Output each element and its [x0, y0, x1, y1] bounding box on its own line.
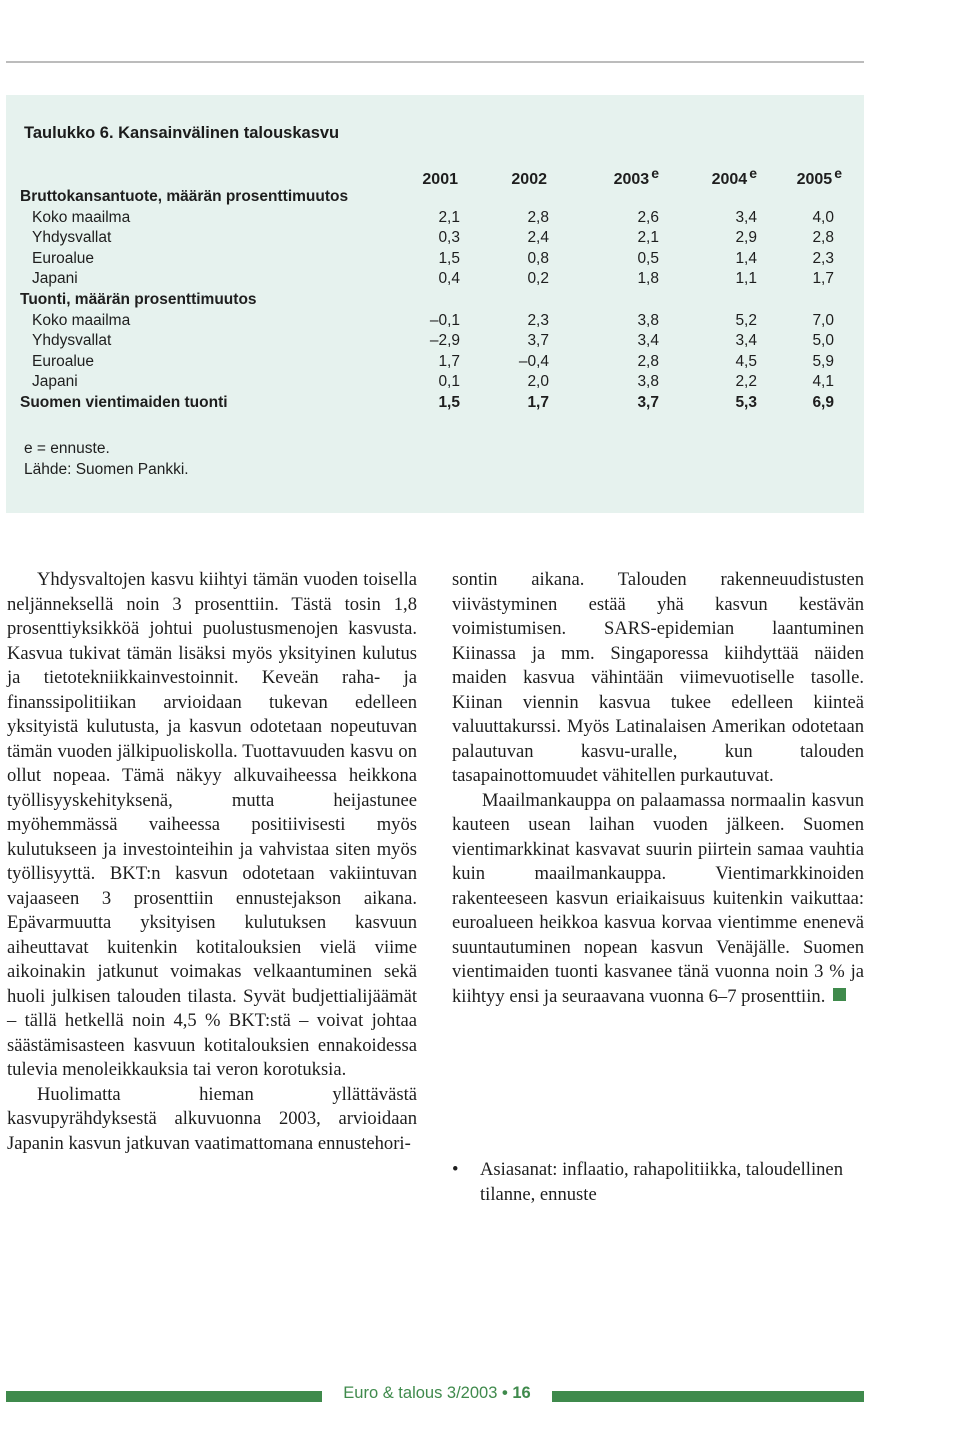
table-cell: 2,9 [735, 229, 757, 247]
table-cell: 2,4 [527, 229, 549, 247]
table-cell: 6,9 [812, 394, 834, 411]
row-label: Koko maailma [32, 208, 131, 226]
table-source: Lähde: Suomen Pankki. [24, 461, 189, 478]
row-label: Japani [32, 270, 78, 288]
table-cell: –2,9 [429, 332, 460, 350]
table-cell: 2,0 [527, 373, 549, 391]
row-label: Tuonti, määrän prosenttimuutos [20, 291, 257, 308]
keywords [452, 1157, 852, 1207]
table-cell: 5,9 [812, 352, 834, 370]
paragraph-last: Maailmankauppa on palaamassa normaalin kasvun kauteen usean laihan vuoden jälkeen. Suomen vientimarkkinat kasvavat suurin piirtein samaa vauhtia kuin maailmankauppa. Vientimarkkinoiden rakenteeseen kasvun eriaikaisuus kuitenkin vaikuttaa: euroalueen heikkoa kasvua korvaa vientimme enenevä suuntautuminen nopean kasvun Venäjälle. Suomen vientimaiden tuonti kasvanee tänä vuonna noin 3 % ja kiihtyy ensi ja seuraavana vuonna 6–7 prosenttiin. [452, 789, 864, 1007]
table-cell: 1,1 [735, 270, 757, 288]
row-label: Koko maailma [32, 311, 131, 329]
row-label: Suomen vientimaiden tuonti [20, 394, 228, 411]
table-row [6, 372, 864, 392]
table-cell: 3,4 [637, 332, 659, 350]
table-cell: 2,8 [527, 208, 549, 226]
table-cell: 5,3 [735, 394, 757, 411]
bullet-icon: • [452, 1159, 459, 1180]
column-header-2004: 2004 $^e$ [711, 165, 757, 188]
page-number: 16 [512, 1384, 531, 1402]
table-note: e = ennuste. [24, 440, 110, 457]
table-cell: 2,2 [735, 373, 757, 391]
table-cell: 0,5 [637, 249, 659, 267]
row-label: Euroalue [32, 249, 95, 267]
table-cell: 4,5 [735, 352, 757, 370]
table-cell: –0,1 [429, 311, 460, 329]
table-cell: 1,5 [438, 249, 460, 267]
column-header-2003: 2003 $^e$ [613, 165, 659, 188]
table-cell: 2,1 [438, 208, 460, 226]
table-cell: 0,1 [438, 373, 460, 391]
row-label: Bruttokansantuote, määrän prosenttimuutos [20, 188, 349, 205]
footer-bar-left [6, 1391, 322, 1402]
table-cell: 3,4 [735, 208, 757, 226]
row-label: Japani [32, 373, 78, 391]
table-cell: 3,8 [637, 311, 659, 329]
footer-publication: Euro & talous 3/2003 • 16 [343, 1384, 531, 1402]
column-header-2001: 2001 [422, 171, 458, 188]
table-cell: 2,3 [527, 311, 549, 329]
body-column-left [7, 568, 417, 1156]
table-row [6, 352, 864, 372]
table-cell: 1,7 [812, 270, 834, 288]
table-cell: 5,0 [812, 332, 834, 350]
keywords-text: Asiasanat: inflaatio, rahapolitiikka, taloudellinen tilanne, ennuste [480, 1159, 843, 1205]
table-cell: 2,1 [637, 229, 659, 247]
table-cell: 1,7 [527, 394, 549, 411]
row-label: Yhdysvallat [32, 229, 112, 247]
footer-bar-right [552, 1391, 864, 1402]
table-cell: 3,7 [637, 394, 659, 411]
table-cell: 5,2 [735, 311, 757, 329]
table-row [6, 187, 864, 207]
table-cell: 2,8 [637, 352, 659, 370]
table-cell: 0,2 [527, 270, 549, 288]
table-cell: 2,3 [812, 249, 834, 267]
table-row [6, 249, 864, 269]
table-cell: 3,8 [637, 373, 659, 391]
table-cell: 1,5 [438, 394, 460, 411]
end-of-article-square-icon [833, 988, 846, 1001]
top-rule [6, 61, 864, 63]
table-row [6, 228, 864, 248]
table-row [6, 290, 864, 310]
table-cell: 7,0 [812, 311, 834, 329]
table-title: Taulukko 6. Kansainvälinen talouskasvu [24, 124, 340, 142]
separator-dot-icon: • [501, 1384, 508, 1402]
table-cell: 3,4 [735, 332, 757, 350]
row-label: Yhdysvallat [32, 332, 112, 350]
table-cell: 0,8 [527, 249, 549, 267]
table-row [6, 393, 864, 413]
table-6-box [6, 95, 864, 513]
paragraph: sontin aikana. Talouden rakenneuudistusten viivästyminen estää yhä kasvun kestävän voimistumisen. SARS-epidemian laantuminen Kiinassa ja mm. Singaporessa kiihdyttää näiden maiden kasvua vähintään viimevuotiselle tasolle. Kiinan viennin kasvua tukee edelleen kiinteä valuuttakurssi. Myös Latinalaisen Amerikan odotetaan palautuvan kasvu-uralle, kun talouden tasapainottomuudet vähitellen purkautuvat. [452, 569, 864, 786]
column-header-2005: 2005 $^e$ [796, 165, 842, 188]
table-row [6, 331, 864, 351]
table-cell: 2,6 [637, 208, 659, 226]
row-label: Euroalue [32, 352, 95, 370]
column-header-2002: 2002 [511, 171, 547, 188]
table-cell: –0,4 [518, 352, 549, 370]
table-cell: 1,8 [637, 270, 659, 288]
table-cell: 4,1 [812, 373, 834, 391]
table-cell: 3,7 [527, 332, 549, 350]
table-cell: 2,8 [812, 229, 834, 247]
table-cell: 0,4 [438, 270, 460, 288]
table-row [6, 269, 864, 289]
table-row [6, 311, 864, 331]
table-cell: 1,4 [735, 249, 757, 267]
paragraph: Yhdysvaltojen kasvu kiihtyi tämän vuoden toisella neljänneksellä noin 3 prosenttiin. Tästä tosin 1,8 prosenttiyksikköä johtui puolustusmenojen kasvusta. Kasvua tukivat tämän lisäksi myös yksityinen kulutus ja tietotekniikkainvestoinnit. Keveän raha- ja finanssipolitiikan arvioidaan tukevan edelleen yksityistä kulutusta, ja kasvun odotetaan nopeutuvan tämän vuoden jälkipuoliskolla. Tuottavuuden kasvu on ollut nopeaa. Tämä näkyy alkuvaiheessa heikkona työllisyyskehityksenä, mutta heijastunee myöhemmässä vaiheessa positiivisesti myös kulutukseen ja investointeihin ja vahvistaa siten myös työllisyyttä. BKT:n kasvun odotetaan vakiintuvan vajaaseen 3 prosenttiin ennustejakson aikana. Epävarmuutta yksityisen kulutuksen kasvuun aiheuttavat kuitenkin kotitalouksien vielä viime aikoinakin jatkunut voimakas velkaantuminen sekä huoli julkisen talouden tilasta. Syvät budjettialijäämät – tällä hetkellä noin 4,5 % BKT:stä – voivat johtaa säästämisasteen kasvuun kotitalouksien ennakoidessa tulevia menoleikkauksia tai veron korotuksia. [7, 569, 417, 1080]
table-cell: 4,0 [812, 208, 834, 226]
body-column-right [452, 568, 864, 1009]
paragraph: Huolimatta hieman yllättävästä kasvupyrähdyksestä alkuvuonna 2003, arvioidaan Japanin kasvun jatkuvan vaatimattomana ennustehori- [7, 1083, 417, 1154]
table-cell: 1,7 [438, 352, 460, 370]
table-cell: 0,3 [438, 229, 460, 247]
table-row [6, 208, 864, 228]
